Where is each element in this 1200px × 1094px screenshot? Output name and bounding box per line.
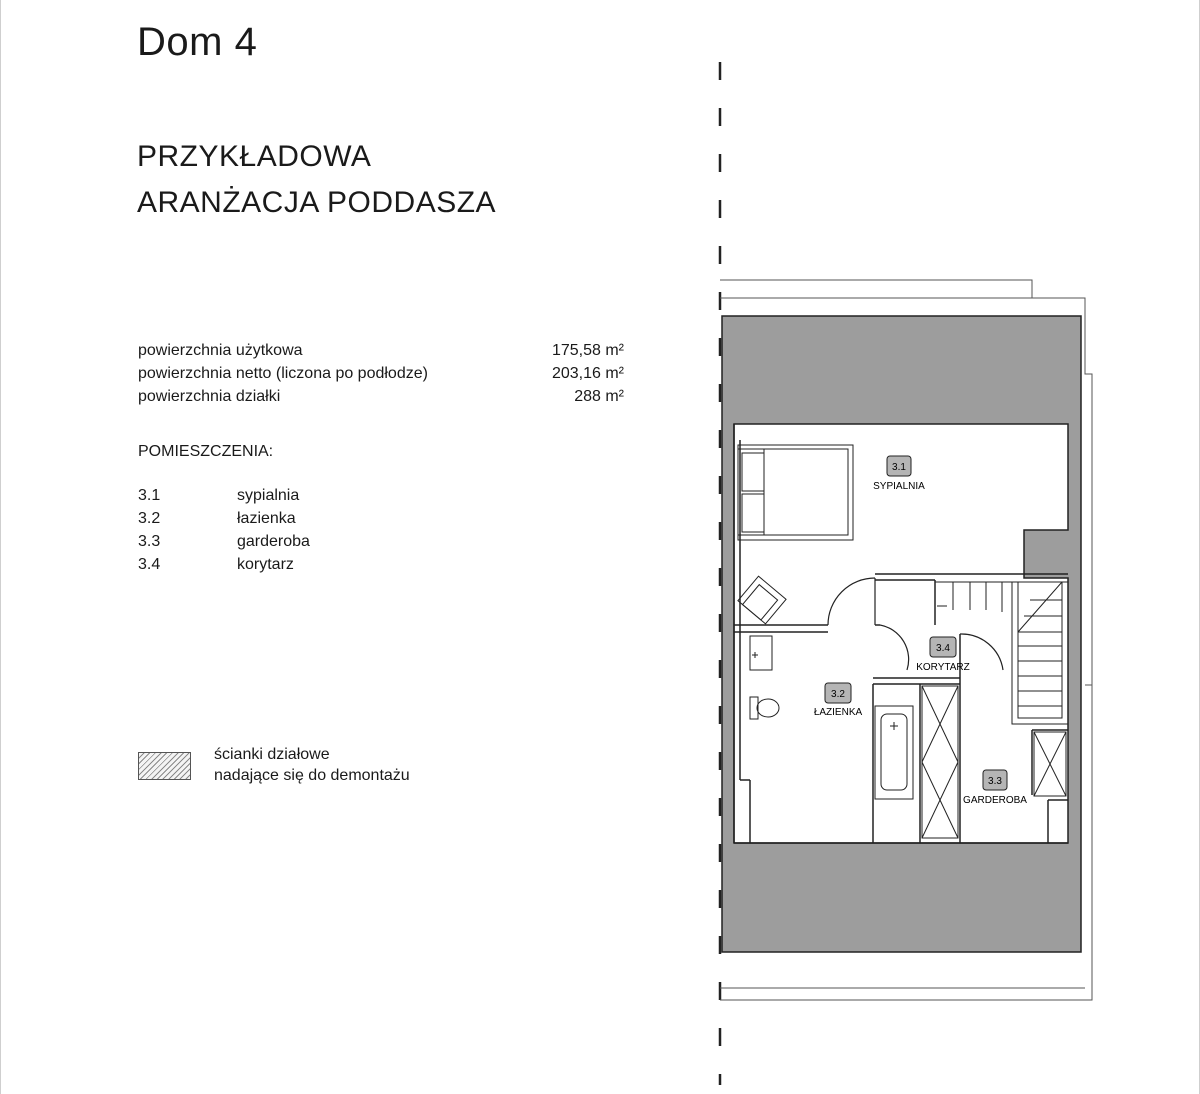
room-label-3-2 [814,683,863,718]
room-name: garderoba [237,533,310,550]
subtitle-line-2: ARANŻACJA PODDASZA [137,186,497,219]
door-swings [828,578,1003,670]
rooms-list [138,484,310,576]
document-title: Dom 4 [137,20,258,64]
bathtub-icon [875,706,913,799]
list-item [138,484,310,507]
sink-icon [750,636,772,670]
legend-text [214,744,410,786]
badge-text: 3.2 [831,689,845,700]
area-row-usable [138,339,624,362]
room-number: 3.1 [138,487,161,504]
legend-hatch-swatch [138,752,191,780]
room-label-3-1 [873,456,925,492]
area-row-net [138,362,624,385]
list-item [138,553,310,576]
legend-line-1: ścianki działowe [214,746,330,763]
badge-text: 3.4 [936,643,950,654]
area-label: powierzchnia działki [138,388,281,405]
room-number: 3.3 [138,533,161,550]
legend-line-2: nadające się do demontażu [214,767,410,784]
rooms-heading: POMIESZCZENIA: [138,443,274,460]
room-name-text: GARDEROBA [963,795,1027,806]
room-label-3-3 [963,770,1027,806]
room-label-3-4 [916,637,970,673]
floor-plan [700,55,1120,1085]
area-value: 203,16 m² [551,365,624,382]
roof-area [722,316,1081,952]
badge-text: 3.1 [892,462,906,473]
subtitle-line-1: PRZYKŁADOWA [137,140,372,173]
room-number: 3.2 [138,510,161,527]
area-row-plot [138,385,624,408]
room-name-text: KORYTARZ [916,662,970,673]
room-name: sypialnia [237,487,300,504]
badge-text: 3.3 [988,776,1002,787]
bed-icon [738,445,853,540]
area-label: powierzchnia netto (liczona po podłodze) [138,365,428,382]
room-number: 3.4 [138,556,161,573]
room-name: korytarz [237,556,294,573]
room-name: łazienka [237,510,296,527]
toilet-icon [750,697,779,719]
area-value: 175,58 m² [551,342,624,359]
armchair-icon [738,576,786,624]
wardrobe-icon [922,686,1066,838]
area-label: powierzchnia użytkowa [138,342,303,359]
list-item [138,530,310,553]
room-name-text: ŁAZIENKA [813,707,863,718]
area-value: 288 m² [574,388,624,405]
room-name-text: SYPIALNIA [873,481,925,492]
page-edge-left [0,0,1,1094]
list-item [138,507,310,530]
area-table [138,339,624,408]
